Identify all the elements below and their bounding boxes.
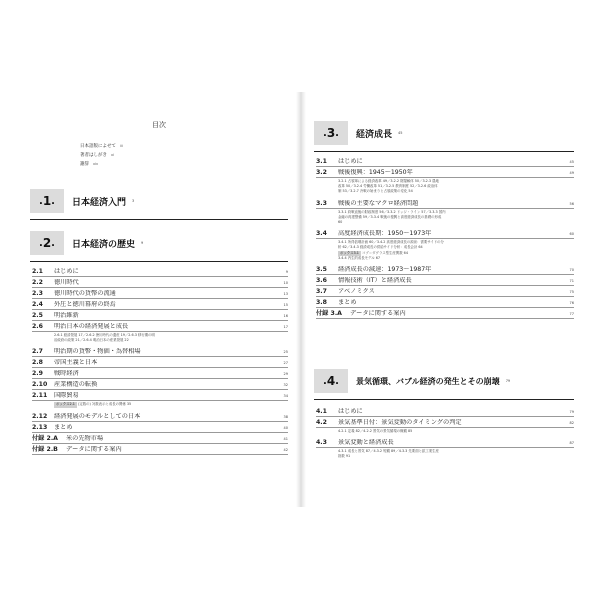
subsection-list: 治政府の政策 21／2.6.4 明治日本の産業発展 22 [54,338,129,343]
chapter-number-box: . 4 . [314,369,348,393]
chapter-title: 日本経済入門 [72,197,127,208]
toc-section[interactable]: 3.3 戦後の主要なマクロ経済問題 56 [316,199,574,207]
toc-section[interactable]: 2.3 徳川時代の貨幣の流通 13 [32,290,288,297]
chapter-2-sections [32,266,288,455]
chapter-page: 3 [132,199,135,203]
subsection-list: 3.4.4 内生的成長モデル 67 [338,255,381,260]
subsection-list: 2.6.1 経済発展 17／2.6.2 徳川時代の遺産 19／2.6.3 移行期の明 [54,333,155,337]
toc-section[interactable]: 3.5 経済成長の減速：1973〜1987年 70 [316,266,574,274]
chapter-number-box: . 1 . [30,189,64,213]
chapter-page: 9 [141,241,144,245]
chapter-rule [30,261,288,262]
toc-section[interactable]: 2.12 経済発展のモデルとしての日本 38 [32,412,288,420]
toc-section[interactable]: 3.2 戦後復興：1945〜1950年 49 [316,169,574,176]
toc-section[interactable]: 2.8 帝国主義と日本 27 [32,359,288,367]
toc-section[interactable]: 2.4 外圧と徳川幕府の終焉 15 [32,301,288,308]
toc-section[interactable]: 2.7 明治期の貨幣・物価・為替相場 25 [32,348,288,356]
book-gutter [296,92,306,507]
toc-section[interactable]: 4.1 はじめに 79 [316,408,574,415]
toc-section[interactable]: 2.6 明治日本の経済発展と成長 17 [32,323,288,330]
chapter-title: 景気循環、バブル経済の発生とその崩壊 [356,376,500,386]
chapter-number-box: . 2 . [30,231,64,255]
toc-section[interactable]: 2.5 明治維新 16 [32,312,288,319]
chapter-4-heading[interactable] [314,368,574,394]
chapter-4-sections [316,406,574,460]
subsection-list: 制 53／3.2.7 冷戦の始まりと占領政策の変化 54 [338,189,413,194]
front-matter-item[interactable]: 謝辞 xiv [80,162,99,167]
toc-section[interactable]: 2.10 産業構造の転換 32 [32,381,288,389]
front-matter [80,142,123,169]
subsection-list: 析 62／3.4.3 経済成長の供給サイド分析：成長会計 64 [338,245,423,250]
chapter-3-sections [316,156,574,319]
toc-section[interactable]: 2.11 国際貿易 34 [32,392,288,400]
left-page [30,92,288,507]
chapter-number-box: . 3 . [314,121,348,145]
chapter-rule [30,219,288,220]
toc-section[interactable]: 3.8 まとめ 76 [316,299,574,307]
toc-section[interactable]: 3.7 アベノミクス 75 [316,288,574,296]
chapter-title: 経済成長 [356,129,393,140]
subsection-list: 3.2.1 占領軍による経済改革 49／3.2.2 財閥解体 50／3.2.3 農地 [338,179,439,183]
toc-section[interactable]: 2.13 まとめ 40 [32,423,288,431]
right-page [314,92,574,507]
chapter-page: 45 [398,131,403,135]
front-matter-item[interactable]: 日本語版によせて iii [80,144,123,149]
subsection-list: 指数 91 [338,454,351,459]
chapter-rule [314,151,574,152]
chapter-3-heading[interactable] [314,120,574,146]
toc-section[interactable]: 2.1 はじめに 9 [32,268,288,275]
toc-section[interactable]: 2.2 徳川時代 10 [32,279,288,286]
box-tag: ボックス3.1 [340,250,359,255]
subsection-list: 4.2.1 定義 82／4.2.2 景気の景気循環の概観 85 [338,429,413,433]
chapter-title: 日本経済の歴史 [72,239,136,250]
subsection-list: 3.4.1 所得倍増計画 60／3.4.2 高度経済成長の源泉：需要サイドの分 [338,240,444,245]
subsection-list: 金融の再建整備 59／3.3.4 戦後の復興と高度経済成長の基礎の形成 [338,214,442,219]
chapter-rule [314,399,574,400]
subsection-list: 改革 50／3.2.4 労働改革 51／3.2.5 教育制度 52／3.2.6 政治体 [338,184,438,189]
toc-section[interactable]: 3.4 高度経済成長期：1950〜1973年 60 [316,230,574,238]
front-matter-item[interactable]: 著者はしがき xi [80,153,115,158]
toc-appendix[interactable]: 付録 2.A 米の先物市場 41 [32,434,288,442]
toc-section[interactable]: 3.1 はじめに 45 [316,158,574,165]
chapter-page: 79 [505,379,511,383]
subsection-list: 3.3.1 終戦直後の財政制度 56／3.3.2 ドッジ・ライン 57／3.3.3 国内 [338,209,446,214]
toc-title: 目次 [152,121,166,129]
box-tag: ボックス2.1 [56,402,75,407]
chapter-2-heading[interactable] [30,230,288,256]
toc-section[interactable]: 4.2 景気基準日付：景気変動のタイミングの判定 82 [316,419,574,426]
subsection-list: 60 [338,220,343,225]
chapter-1-heading[interactable] [30,188,288,214]
toc-appendix[interactable]: 付録 2.B データに関する案内 42 [32,445,288,453]
box-entry[interactable]: ボックス2.1 (定数の) 対数表示と成長の関係 35 [56,402,132,407]
toc-section[interactable]: 2.9 戦時経済 29 [32,370,288,378]
box-entry[interactable]: ボックス3.1 コブ＝ダグラス型生産関数 64 [340,250,408,255]
subsection-list: 4.3.1 成長と景気 87／4.3.2 短観 89／4.3.3 先要面と鉱工業生産 [338,449,439,454]
toc-appendix[interactable]: 付録 3.A データに関する案内 77 [316,310,574,318]
toc-section[interactable]: 4.3 景気変動と経済成長 87 [316,439,574,447]
toc-section[interactable]: 3.6 情報技術（IT）と経済成長 71 [316,277,574,285]
